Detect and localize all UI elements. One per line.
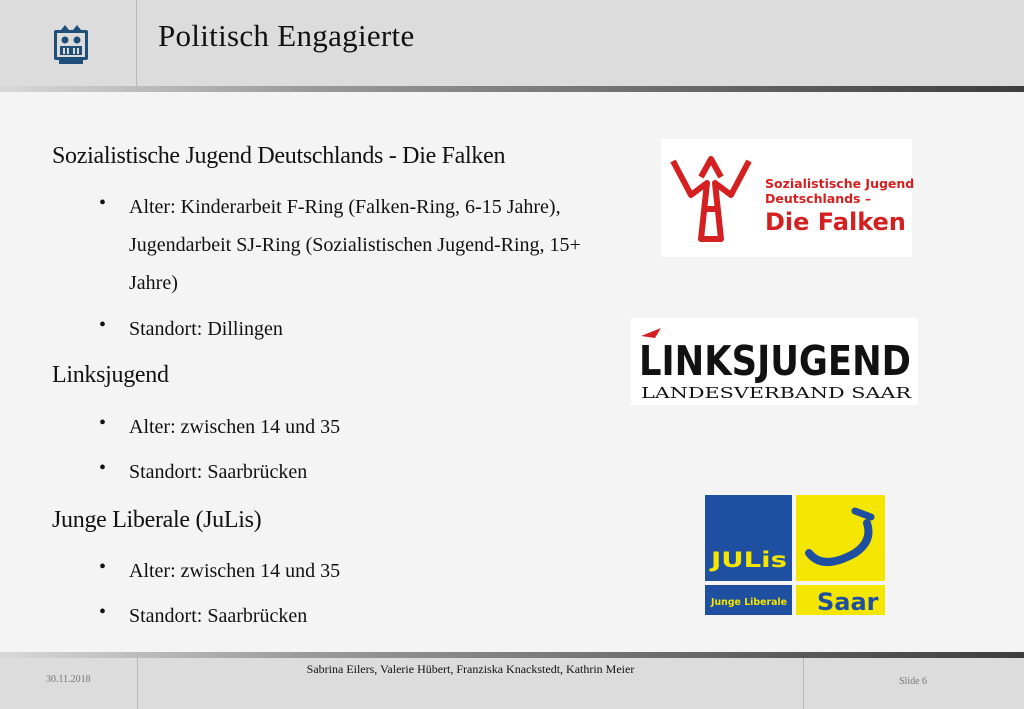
page-title: Politisch Engagierte xyxy=(158,18,415,53)
bullet-dot: • xyxy=(99,556,107,578)
university-seal-icon xyxy=(51,24,91,66)
slide-header xyxy=(0,0,1024,86)
footer-separator xyxy=(803,658,804,709)
footer-authors: Sabrina Eilers, Valerie Hübert, Franziska Knackstedt, Kathrin Meier xyxy=(306,662,635,676)
section-title-linksjugend: Linksjugend xyxy=(52,362,169,388)
bullet-dot: • xyxy=(99,601,107,623)
list-item: Alter: zwischen 14 und 35 xyxy=(129,416,341,438)
falken-bird-icon xyxy=(661,139,915,257)
section-title-julis: Junge Liberale (JuLis) xyxy=(52,507,262,533)
section-title-falken: Sozialistische Jugend Deutschlands - Die Falken xyxy=(52,143,506,169)
list-item: Alter: zwischen 14 und 35 xyxy=(129,560,341,582)
falken-logo xyxy=(661,139,915,257)
linksjugend-logo xyxy=(631,318,918,405)
header-divider-bar xyxy=(0,86,1024,92)
footer-date: 30.11.2018 xyxy=(46,674,91,685)
svg-text:Junge Liberale: Junge Liberale xyxy=(710,597,787,608)
list-item: Standort: Dillingen xyxy=(129,318,283,340)
list-item: Alter: Kinderarbeit F-Ring (Falken-Ring, 6-15 Jahre), Jugendarbeit SJ-Ring (Sozialistischen Jugend-Ring, 15+ Jahre) xyxy=(129,196,581,294)
list-item: Standort: Saarbrücken xyxy=(129,605,308,627)
bullet-dot: • xyxy=(99,192,107,214)
svg-text:Die Falken: Die Falken xyxy=(765,208,906,236)
slide-footer xyxy=(0,658,1024,709)
bullet-dot: • xyxy=(99,412,107,434)
julis-mark xyxy=(705,495,885,615)
svg-text:LANDESVERBAND SAAR: LANDESVERBAND SAAR xyxy=(641,384,912,402)
svg-text:JULis: JULis xyxy=(708,548,787,572)
svg-text:Saar: Saar xyxy=(817,588,879,616)
julis-logo xyxy=(705,495,885,615)
slide-number: Slide 6 xyxy=(899,676,928,687)
linksjugend-wordmark xyxy=(631,318,918,405)
svg-text:Sozialistische Jugend: Sozialistische Jugend xyxy=(765,176,915,191)
svg-text:Deutschlands –: Deutschlands – xyxy=(765,191,872,206)
bullet-dot: • xyxy=(99,314,107,336)
list-item: Standort: Saarbrücken xyxy=(129,461,308,483)
bullet-dot: • xyxy=(99,457,107,479)
svg-text:LINKSJUGEND: LINKSJUGEND xyxy=(639,337,911,385)
header-logo-cell xyxy=(0,0,137,86)
